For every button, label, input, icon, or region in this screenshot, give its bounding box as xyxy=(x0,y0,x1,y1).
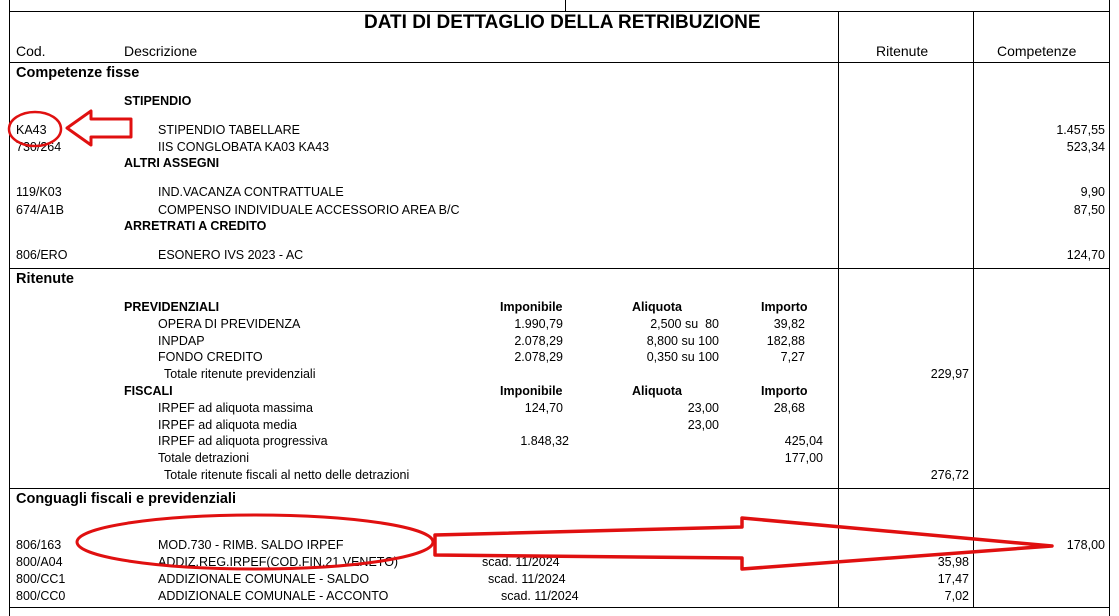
col-header-imponibile: Imponibile xyxy=(500,300,563,314)
row-cod: 800/CC1 xyxy=(16,572,66,586)
row-ritenute: 35,98 xyxy=(937,555,969,569)
row-cod: 806/ERO xyxy=(16,248,68,262)
row-descr: IRPEF ad aliquota media xyxy=(158,418,297,432)
col-header-importo: Importo xyxy=(761,300,808,314)
group-title-stipendio: STIPENDIO xyxy=(124,94,192,108)
row-importo: 7,27 xyxy=(780,350,805,364)
row-descr: IRPEF ad aliquota massima xyxy=(158,401,313,415)
row-descr: OPERA DI PREVIDENZA xyxy=(158,317,301,331)
row-scadenza: scad. 11/2024 xyxy=(482,555,560,569)
row-imponibile: 2.078,29 xyxy=(514,334,563,348)
row-importo: 425,04 xyxy=(784,434,823,448)
page-title: DATI DI DETTAGLIO DELLA RETRIBUZIONE xyxy=(364,12,761,33)
row-competenze: 178,00 xyxy=(1066,538,1105,552)
col-header-descrizione: Descrizione xyxy=(124,43,198,59)
row-ritenute: 7,02 xyxy=(944,589,969,603)
annotation-arrow-right xyxy=(435,518,1052,569)
annotation-circle-ka43 xyxy=(9,112,61,146)
group-title-previdenziali: PREVIDENZIALI xyxy=(124,300,220,314)
group-title-altri-assegni: ALTRI ASSEGNI xyxy=(124,156,220,170)
total-label-fiscali: Totale ritenute fiscali al netto delle detrazioni xyxy=(164,468,410,482)
row-descr: COMPENSO INDIVIDUALE ACCESSORIO AREA B/C xyxy=(158,203,460,217)
col-header-ritenute: Ritenute xyxy=(876,43,929,59)
row-importo: 39,82 xyxy=(773,317,805,331)
row-imponibile: 124,70 xyxy=(524,401,563,415)
row-importo: 177,00 xyxy=(784,451,823,465)
row-competenze: 523,34 xyxy=(1066,140,1105,154)
row-cod: 119/K03 xyxy=(16,185,62,199)
group-title-arretrati: ARRETRATI A CREDITO xyxy=(124,219,267,233)
row-cod: KA43 xyxy=(16,123,47,137)
row-descr: ADDIZIONALE COMUNALE - SALDO xyxy=(158,572,370,586)
annotation-arrow-left xyxy=(67,111,131,145)
section-title-competenze: Competenze fisse xyxy=(16,65,140,81)
total-previdenziali: 229,97 xyxy=(930,367,969,381)
row-scadenza: scad. 11/2024 xyxy=(501,589,579,603)
row-descr: IIS CONGLOBATA KA03 KA43 xyxy=(158,140,330,154)
row-competenze: 87,50 xyxy=(1073,203,1105,217)
row-descr: ESONERO IVS 2023 - AC xyxy=(158,248,304,262)
row-cod: 674/A1B xyxy=(16,203,64,217)
section-title-conguagli: Conguagli fiscali e previdenziali xyxy=(16,491,236,507)
col-header-cod: Cod. xyxy=(16,43,46,59)
col-header-imponibile: Imponibile xyxy=(500,384,563,398)
row-aliquota: 23,00 xyxy=(687,401,719,415)
row-descr: FONDO CREDITO xyxy=(158,350,263,364)
row-descr: IND.VACANZA CONTRATTUALE xyxy=(158,185,344,199)
row-descr: MOD.730 - RIMB. SALDO IRPEF xyxy=(158,538,344,552)
col-header-competenze: Competenze xyxy=(997,43,1077,59)
row-descr: ADDIZIONALE COMUNALE - ACCONTO xyxy=(158,589,389,603)
annotation-oval-mod730 xyxy=(77,515,433,569)
col-header-aliquota: Aliquota xyxy=(632,300,682,314)
total-label-previdenziali: Totale ritenute previdenziali xyxy=(164,367,316,381)
group-title-fiscali: FISCALI xyxy=(124,384,173,398)
row-descr: INPDAP xyxy=(158,334,205,348)
row-imponibile: 2.078,29 xyxy=(514,350,563,364)
section-title-ritenute: Ritenute xyxy=(16,271,74,287)
row-descr: Totale detrazioni xyxy=(158,451,250,465)
row-aliquota: 23,00 xyxy=(687,418,719,432)
row-imponibile: 1.848,32 xyxy=(520,434,569,448)
row-aliquota: 0,350 su 100 xyxy=(646,350,719,364)
row-cod: 800/A04 xyxy=(16,555,63,569)
row-cod: 806/163 xyxy=(16,538,62,552)
row-descr: STIPENDIO TABELLARE xyxy=(158,123,300,137)
row-descr: IRPEF ad aliquota progressiva xyxy=(158,434,328,448)
row-cod: 800/CC0 xyxy=(16,589,66,603)
col-header-importo: Importo xyxy=(761,384,808,398)
row-descr: ADDIZ.REG.IRPEF(COD.FIN.21 VENETO) xyxy=(158,555,399,569)
row-cod: 730/264 xyxy=(16,140,62,154)
row-ritenute: 17,47 xyxy=(937,572,969,586)
row-imponibile: 1.990,79 xyxy=(514,317,563,331)
col-header-aliquota: Aliquota xyxy=(632,384,682,398)
row-importo: 28,68 xyxy=(773,401,805,415)
row-competenze: 124,70 xyxy=(1066,248,1105,262)
row-aliquota: 2,500 su 80 xyxy=(650,317,719,331)
row-competenze: 9,90 xyxy=(1080,185,1105,199)
row-importo: 182,88 xyxy=(766,334,805,348)
row-competenze: 1.457,55 xyxy=(1056,123,1105,137)
row-scadenza: scad. 11/2024 xyxy=(488,572,566,586)
total-fiscali: 276,72 xyxy=(930,468,969,482)
row-aliquota: 8,800 su 100 xyxy=(646,334,719,348)
